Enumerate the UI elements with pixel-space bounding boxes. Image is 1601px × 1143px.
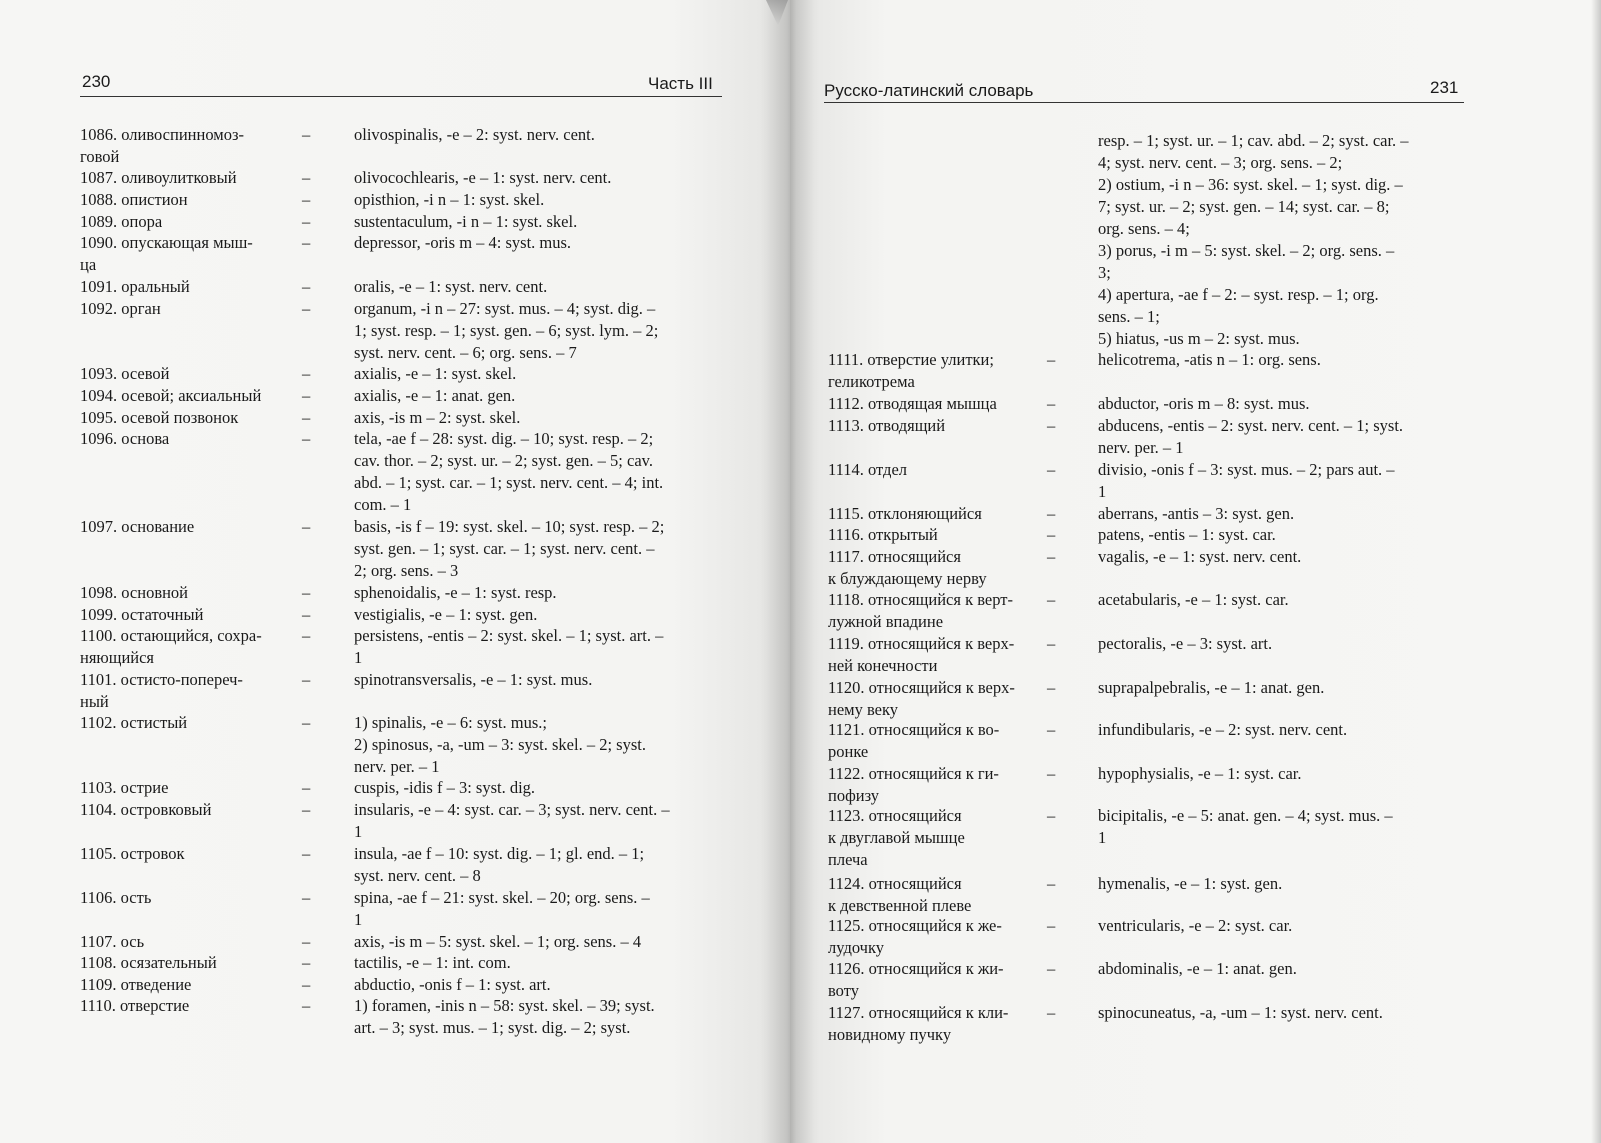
headword-line: 1123. относящийся (828, 806, 962, 825)
entry-latin-definition (1098, 958, 1464, 980)
entry-latin-definition (354, 931, 716, 953)
entry-latin-definition (1098, 415, 1464, 459)
headword-line: 1106. ость (80, 888, 152, 907)
right-header-rule (824, 102, 1464, 103)
entry-dash: – (302, 125, 311, 144)
entry-latin-definition (354, 167, 716, 189)
entry-latin-definition (354, 298, 716, 364)
headword-line: 1108. осязательный (80, 953, 217, 972)
headword-line: лужной впадине (828, 612, 944, 631)
definition-line: 7; syst. ur. – 2; syst. gen. – 14; syst. car. – 8; (1098, 197, 1390, 216)
entry-latin-definition (354, 669, 716, 691)
entry-headword (80, 124, 244, 168)
definition-line: axis, -is m – 2: syst. skel. (354, 408, 521, 427)
entry-dash: – (1047, 634, 1056, 653)
definition-line: aberrans, -antis – 3: syst. gen. (1098, 504, 1295, 523)
headword-line: плеча (828, 850, 868, 869)
headword-line: 1091. оральный (80, 277, 190, 296)
entry-headword (80, 211, 162, 233)
entry-latin-definition (354, 995, 716, 1039)
entry-dash: – (1047, 547, 1056, 566)
entry-headword (828, 349, 994, 393)
headword-line: 1089. опора (80, 212, 163, 231)
left-header-rule (80, 96, 722, 97)
headword-line: 1126. относящийся к жи- (828, 959, 1004, 978)
entry-dash: – (302, 583, 311, 602)
entry-headword (80, 974, 191, 996)
definition-line: depressor, -oris m – 4: syst. mus. (354, 233, 572, 252)
definition-line: suprapalpebralis, -e – 1: anat. gen. (1098, 678, 1325, 697)
headword-line: 1105. островок (80, 844, 185, 863)
headword-line: 1120. относящийся к верх- (828, 678, 1015, 697)
definition-line: nerv. per. – 1 (1098, 438, 1184, 457)
entry-dash: – (1047, 678, 1056, 697)
entry-latin-definition (354, 211, 716, 233)
headword-line: 1098. основной (80, 583, 189, 602)
entry-dash: – (302, 386, 311, 405)
entry-latin-definition (1098, 459, 1464, 503)
headword-line: ный (80, 692, 109, 711)
entry-dash: – (1047, 916, 1056, 935)
headword-line: нему веку (828, 700, 899, 719)
definition-line: abducens, -entis – 2: syst. nerv. cent. – 1; syst. (1098, 416, 1404, 435)
headword-line: 1124. относящийся (828, 874, 962, 893)
entry-headword (80, 276, 190, 298)
definition-line: 2; org. sens. – 3 (354, 561, 459, 580)
definition-line: com. – 1 (354, 495, 412, 514)
headword-line: 1125. относящийся к же- (828, 916, 1002, 935)
entry-latin-definition (354, 712, 716, 778)
entry-dash: – (302, 408, 311, 427)
headword-line: к девственной плеве (828, 896, 972, 915)
definition-line: 2) spinosus, -a, -um – 3: syst. skel. – 2; syst. (354, 735, 646, 754)
entry-dash: – (302, 168, 311, 187)
entry-headword (828, 459, 907, 481)
entry-latin-definition (1098, 805, 1464, 849)
definition-line: axialis, -e – 1: anat. gen. (354, 386, 516, 405)
definition-line: 2) ostium, -i n – 36: syst. skel. – 1; syst. dig. – (1098, 175, 1403, 194)
definition-line: ventricularis, -e – 2: syst. car. (1098, 916, 1293, 935)
definition-line: 1 (354, 910, 363, 929)
entry-latin-definition (354, 625, 716, 669)
entry-latin-definition (1098, 524, 1464, 546)
entry-latin-definition (354, 385, 716, 407)
entry-dash: – (1047, 590, 1056, 609)
headword-line: к блуждающему нерву (828, 569, 987, 588)
entry-latin-definition (1098, 349, 1464, 371)
headword-line: 1127. относящийся к кли- (828, 1003, 1009, 1022)
headword-line: 1095. осевой позвонок (80, 408, 239, 427)
definition-line: org. sens. – 4; (1098, 219, 1190, 238)
definition-line: infundibularis, -e – 2: syst. nerv. cent. (1098, 720, 1348, 739)
definition-line: hypophysialis, -e – 1: syst. car. (1098, 764, 1302, 783)
definition-line: bicipitalis, -e – 5: anat. gen. – 4; syst. mus. – (1098, 806, 1393, 825)
definition-line: spinotransversalis, -e – 1: syst. mus. (354, 670, 593, 689)
definition-line: basis, -is f – 19: syst. skel. – 10; syst. resp. – 2; (354, 517, 665, 536)
headword-line: геликотрема (828, 372, 915, 391)
headword-line: 1088. опистион (80, 190, 188, 209)
definition-line: spina, -ae f – 21: syst. skel. – 20; org. sens. – (354, 888, 650, 907)
entry-dash: – (302, 364, 311, 383)
definition-line: 1 (354, 648, 363, 667)
entry-headword (80, 407, 238, 429)
headword-line: 1099. остаточный (80, 605, 204, 624)
entry-headword (80, 232, 253, 276)
definition-line: opisthion, -i n – 1: syst. skel. (354, 190, 545, 209)
left-page-number: 230 (82, 72, 111, 91)
definition-line: sens. – 1; (1098, 307, 1160, 326)
entry-dash: – (1047, 959, 1056, 978)
entry-dash: – (302, 800, 311, 819)
definition-line: cav. thor. – 2; syst. ur. – 2; syst. gen. – 5; cav. (354, 451, 653, 470)
entry-dash: – (302, 299, 311, 318)
headword-line: 1093. осевой (80, 364, 170, 383)
headword-line: 1101. остисто-попереч- (80, 670, 243, 689)
headword-line: 1104. островковый (80, 800, 212, 819)
definition-line: nerv. per. – 1 (354, 757, 440, 776)
definition-line: persistens, -entis – 2: syst. skel. – 1; syst. art. – (354, 626, 664, 645)
entry-headword (80, 385, 261, 407)
entry-latin-definition (354, 952, 716, 974)
entry-latin-definition (354, 604, 716, 626)
headword-line: 1092. орган (80, 299, 161, 318)
definition-line: syst. gen. – 1; syst. car. – 1; syst. nerv. cent. – (354, 539, 655, 558)
entry-dash: – (302, 429, 311, 448)
definition-line: hymenalis, -e – 1: syst. gen. (1098, 874, 1283, 893)
definition-line: 4) apertura, -ae f – 2: – syst. resp. – 1; org. (1098, 285, 1379, 304)
definition-line: spinocuneatus, -a, -um – 1: syst. nerv. cent. (1098, 1003, 1383, 1022)
entry-dash: – (302, 844, 311, 863)
entry-dash: – (302, 605, 311, 624)
entry-headword (828, 958, 1004, 1002)
definition-line: 4; syst. nerv. cent. – 3; org. sens. – 2; (1098, 153, 1343, 172)
definition-line: helicotrema, -atis n – 1: org. sens. (1098, 350, 1321, 369)
page-edge-shadow (1591, 0, 1601, 1143)
entry-latin-definition (354, 124, 716, 146)
definition-line: olivocochlearis, -e – 1: syst. nerv. cent. (354, 168, 612, 187)
entry-headword (828, 415, 945, 437)
entry-dash: – (302, 626, 311, 645)
entry-latin-definition (1098, 633, 1464, 655)
definition-line: vagalis, -e – 1: syst. nerv. cent. (1098, 547, 1302, 566)
definition-line: tactilis, -e – 1: int. com. (354, 953, 511, 972)
definition-line: insularis, -e – 4: syst. car. – 3; syst. nerv. cent. – (354, 800, 670, 819)
headword-line: 1094. осевой; аксиальный (80, 386, 262, 405)
entry-headword (80, 582, 188, 604)
continued-definition (1098, 130, 1464, 350)
headword-line: 1109. отведение (80, 975, 192, 994)
entry-latin-definition (354, 887, 716, 931)
definition-line: syst. nerv. cent. – 6; org. sens. – 7 (354, 343, 577, 362)
definition-line: vestigialis, -e – 1: syst. gen. (354, 605, 538, 624)
entry-dash: – (1047, 874, 1056, 893)
entry-latin-definition (354, 777, 716, 799)
headword-line: 1086. оливоспинномоз- (80, 125, 244, 144)
entry-headword (828, 546, 987, 590)
headword-line: 1115. отклоняющийся (828, 504, 982, 523)
headword-line: лудочку (828, 938, 884, 957)
headword-line: 1113. отводящий (828, 416, 946, 435)
headword-line: 1103. острие (80, 778, 169, 797)
definition-line: 5) hiatus, -us m – 2: syst. mus. (1098, 329, 1300, 348)
entry-headword (80, 995, 189, 1017)
entry-latin-definition (1098, 763, 1464, 785)
headword-line: 1114. отдел (828, 460, 908, 479)
book-gutter-shadow (760, 0, 820, 1143)
headword-line: ца (80, 255, 97, 274)
entry-headword (80, 799, 211, 821)
headword-line: 1107. ось (80, 932, 145, 951)
right-page-number: 231 (1430, 78, 1459, 97)
entry-headword (828, 1002, 1008, 1046)
definition-line: art. – 3; syst. mus. – 1; syst. dig. – 2; syst. (354, 1018, 631, 1037)
definition-line: syst. nerv. cent. – 8 (354, 866, 481, 885)
headword-line: говой (80, 147, 120, 166)
definition-line: patens, -entis – 1: syst. car. (1098, 525, 1276, 544)
headword-line: новидному пучку (828, 1025, 952, 1044)
headword-line: 1122. относящийся к ги- (828, 764, 999, 783)
definition-line: sphenoidalis, -e – 1: syst. resp. (354, 583, 557, 602)
definition-line: sustentaculum, -i n – 1: syst. skel. (354, 212, 578, 231)
entry-headword (828, 763, 999, 807)
definition-line: 1 (1098, 828, 1107, 847)
entry-headword (828, 873, 971, 917)
entry-latin-definition (354, 232, 716, 254)
entry-headword (80, 167, 237, 189)
entry-headword (828, 524, 938, 546)
headword-line: ней конечности (828, 656, 938, 675)
definition-line: 1 (1098, 482, 1107, 501)
definition-line: 1) spinalis, -e – 6: syst. mus.; (354, 713, 547, 732)
headword-line: пофизу (828, 786, 880, 805)
definition-line: olivospinalis, -e – 2: syst. nerv. cent. (354, 125, 595, 144)
entry-dash: – (1047, 525, 1056, 544)
entry-latin-definition (1098, 915, 1464, 937)
entry-headword (80, 428, 169, 450)
definition-line: abd. – 1; syst. car. – 1; syst. nerv. cent. – 4; int. (354, 473, 664, 492)
entry-latin-definition (1098, 719, 1464, 741)
definition-line: abductor, -oris m – 8: syst. mus. (1098, 394, 1310, 413)
entry-latin-definition (354, 276, 716, 298)
entry-headword (80, 363, 170, 385)
entry-headword (828, 503, 982, 525)
headword-line: 1112. отводящая мышца (828, 394, 997, 413)
entry-dash: – (302, 953, 311, 972)
entry-dash: – (302, 670, 311, 689)
entry-latin-definition (354, 428, 716, 516)
entry-latin-definition (1098, 503, 1464, 525)
entry-headword (80, 669, 243, 713)
entry-latin-definition (354, 799, 716, 843)
headword-line: 1102. остистый (80, 713, 188, 732)
headword-line: 1117. относящийся (828, 547, 961, 566)
definition-line: abductio, -onis f – 1: syst. art. (354, 975, 551, 994)
entry-latin-definition (354, 189, 716, 211)
entry-latin-definition (354, 407, 716, 429)
entry-headword (80, 887, 151, 909)
entry-dash: – (302, 888, 311, 907)
entry-dash: – (302, 778, 311, 797)
definition-line: axis, -is m – 5: syst. skel. – 1; org. sens. – 4 (354, 932, 642, 951)
entry-latin-definition (1098, 873, 1464, 895)
headword-line: 1118. относящийся к верт- (828, 590, 1013, 609)
entry-dash: – (302, 975, 311, 994)
headword-line: ронке (828, 742, 869, 761)
entry-headword (80, 625, 262, 669)
entry-latin-definition (1098, 589, 1464, 611)
headword-line: воту (828, 981, 859, 1000)
entry-headword (828, 719, 999, 763)
entry-latin-definition (1098, 677, 1464, 699)
headword-line: 1090. опускающая мыш- (80, 233, 253, 252)
entry-headword (80, 189, 188, 211)
entry-dash: – (1047, 416, 1056, 435)
headword-line: няющийся (80, 648, 155, 667)
entry-latin-definition (354, 843, 716, 887)
definition-line: 1) foramen, -inis n – 58: syst. skel. – 39; syst. (354, 996, 655, 1015)
headword-line: 1116. открытый (828, 525, 938, 544)
entry-headword (828, 633, 1014, 677)
entry-headword (828, 677, 1015, 721)
right-running-title: Русско-латинский словарь (824, 81, 1034, 100)
entry-headword (80, 777, 168, 799)
entry-headword (80, 712, 187, 734)
entry-latin-definition (1098, 546, 1464, 568)
headword-line: 1100. остающийся, сохра- (80, 626, 262, 645)
entry-latin-definition (354, 974, 716, 996)
entry-latin-definition (1098, 1002, 1464, 1024)
entry-dash: – (302, 277, 311, 296)
headword-line: 1121. относящийся к во- (828, 720, 1000, 739)
headword-line: 1096. основа (80, 429, 170, 448)
entry-latin-definition (354, 363, 716, 385)
headword-line: 1111. отверстие улитки; (828, 350, 994, 369)
entry-headword (828, 589, 1013, 633)
definition-line: cuspis, -idis f – 3: syst. dig. (354, 778, 536, 797)
entry-dash: – (1047, 806, 1056, 825)
entry-dash: – (302, 190, 311, 209)
entry-latin-definition (1098, 393, 1464, 415)
entry-dash: – (302, 713, 311, 732)
entry-headword (80, 952, 217, 974)
entry-latin-definition (354, 516, 716, 582)
definition-line: 1 (354, 822, 363, 841)
entry-dash: – (1047, 764, 1056, 783)
entry-headword (828, 915, 1002, 959)
headword-line: 1097. основание (80, 517, 195, 536)
entry-headword (828, 393, 997, 415)
entry-dash: – (1047, 394, 1056, 413)
headword-line: 1087. оливоулитковый (80, 168, 237, 187)
definition-line: axialis, -e – 1: syst. skel. (354, 364, 517, 383)
entry-dash: – (302, 996, 311, 1015)
headword-line: 1119. относящийся к верх- (828, 634, 1015, 653)
headword-line: к двуглавой мышце (828, 828, 965, 847)
entry-headword (80, 516, 194, 538)
entry-dash: – (1047, 460, 1056, 479)
definition-line: organum, -i n – 27: syst. mus. – 4; syst. dig. – (354, 299, 656, 318)
definition-line: insula, -ae f – 10: syst. dig. – 1; gl. end. – 1; (354, 844, 645, 863)
left-running-title: Часть III (648, 74, 713, 93)
entry-dash: – (1047, 504, 1056, 523)
headword-line: 1110. отверстие (80, 996, 190, 1015)
definition-line: oralis, -e – 1: syst. nerv. cent. (354, 277, 548, 296)
definition-line: 3; (1098, 263, 1111, 282)
entry-dash: – (1047, 720, 1056, 739)
definition-line: 1; syst. resp. – 1; syst. gen. – 6; syst. lym. – 2; (354, 321, 659, 340)
entry-dash: – (302, 212, 311, 231)
definition-line: abdominalis, -e – 1: anat. gen. (1098, 959, 1297, 978)
definition-line: divisio, -onis f – 3: syst. mus. – 2; pars aut. – (1098, 460, 1395, 479)
entry-dash: – (1047, 350, 1056, 369)
entry-dash: – (302, 517, 311, 536)
entry-dash: – (302, 932, 311, 951)
definition-line: pectoralis, -e – 3: syst. art. (1098, 634, 1273, 653)
entry-headword (80, 604, 203, 626)
entry-dash: – (302, 233, 311, 252)
definition-line: tela, -ae f – 28: syst. dig. – 10; syst. resp. – 2; (354, 429, 654, 448)
entry-headword (828, 805, 965, 871)
definition-line: resp. – 1; syst. ur. – 1; cav. abd. – 2; syst. car. – (1098, 131, 1409, 150)
entry-headword (80, 931, 144, 953)
entry-headword (80, 843, 184, 865)
entry-headword (80, 298, 161, 320)
entry-dash: – (1047, 1003, 1056, 1022)
definition-line: acetabularis, -e – 1: syst. car. (1098, 590, 1289, 609)
definition-line: 3) porus, -i m – 5: syst. skel. – 2; org. sens. – (1098, 241, 1395, 260)
entry-latin-definition (354, 582, 716, 604)
